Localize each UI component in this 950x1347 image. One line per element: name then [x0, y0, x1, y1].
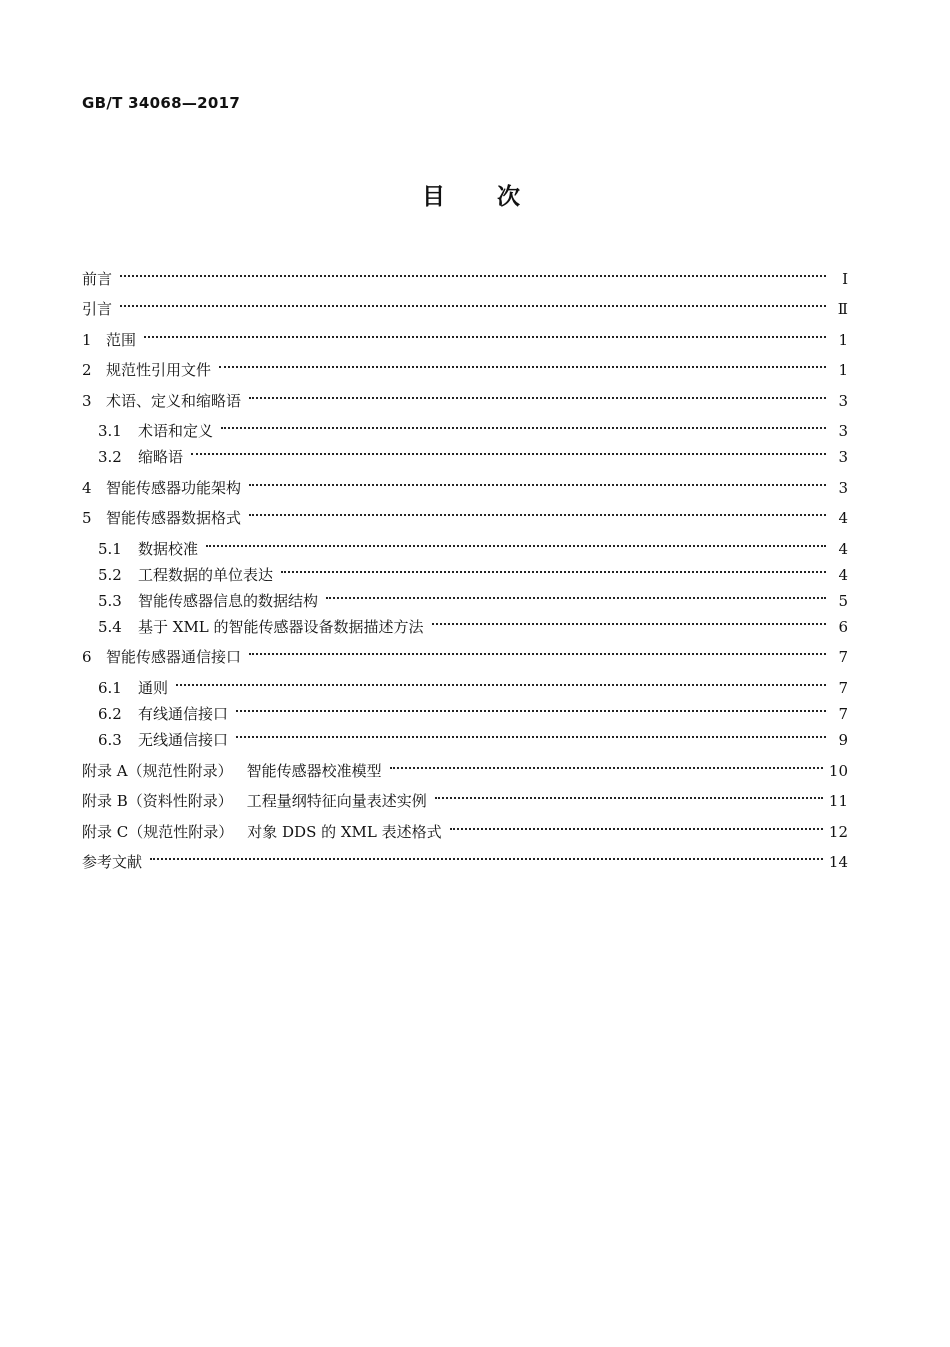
toc-entry-label: 智能传感器功能架构 [106, 479, 242, 497]
toc-entry-label: 规范性引用文件 [106, 361, 212, 379]
toc-page-number: Ⅱ [837, 300, 848, 318]
toc-leader-dots [150, 845, 823, 867]
toc-leader-dots [219, 353, 826, 375]
toc-entry-5-2[interactable] [98, 558, 848, 584]
toc-entry-5-4[interactable] [98, 610, 848, 636]
toc-entry-appendix-b[interactable] [82, 784, 848, 810]
toc-entry-3-1[interactable] [98, 414, 848, 440]
toc-entry-label: 智能传感器数据格式 [106, 509, 242, 527]
toc-entry-label: 有线通信接口 [138, 705, 229, 723]
toc-entry-number: 5 [82, 509, 92, 527]
toc-entry-appendix-c[interactable] [82, 815, 848, 841]
toc-entry-label: 智能传感器校准模型 [246, 762, 382, 780]
toc-entry-number: 6.3 [98, 731, 122, 749]
toc-leader-dots [120, 292, 826, 314]
toc-leader-dots [435, 784, 823, 806]
toc-page-number: Ⅰ [842, 270, 848, 288]
toc-page-number: 1 [838, 361, 848, 379]
toc-page-number: 7 [838, 705, 848, 723]
toc-page-number: 9 [838, 731, 848, 749]
toc-entry-number: 4 [82, 479, 92, 497]
toc-page-number: 5 [838, 592, 848, 610]
toc-page-number: 4 [838, 566, 848, 584]
toc-entry-label: 无线通信接口 [138, 731, 229, 749]
toc-entry-number: 附录 B（资料性附录） [82, 792, 233, 810]
toc-leader-dots [144, 323, 826, 345]
toc-entry-number: 附录 A（规范性附录） [82, 762, 233, 780]
toc-entry-6-3[interactable] [98, 723, 848, 749]
toc-title: 目次 [422, 184, 572, 210]
toc-page-number: 7 [838, 648, 848, 666]
toc-leader-dots [249, 471, 826, 493]
toc-leader-dots [281, 558, 826, 580]
toc-entry-number: 5.3 [98, 592, 122, 610]
toc-entry-label: 工程数据的单位表达 [138, 566, 274, 584]
toc-leader-dots [176, 671, 826, 693]
toc-page-number: 10 [828, 762, 848, 780]
toc-leader-dots [236, 723, 826, 745]
toc-entry-number: 6.2 [98, 705, 122, 723]
toc-leader-dots [221, 414, 826, 436]
toc-page-number: 4 [838, 509, 848, 527]
toc-entry-4[interactable] [82, 471, 848, 497]
toc-entry-label: 智能传感器通信接口 [106, 648, 242, 666]
toc-entry-foreword[interactable] [82, 262, 848, 288]
toc-page-number: 3 [838, 479, 848, 497]
toc-leader-dots [191, 440, 826, 462]
toc-leader-dots [249, 640, 826, 662]
toc-entry-5-3[interactable] [98, 584, 848, 610]
toc-entry-3[interactable] [82, 384, 848, 410]
toc-entry-label: 对象 DDS 的 XML 表述格式 [247, 823, 442, 841]
standard-code: GB/T 34068—2017 [82, 94, 241, 112]
toc-entry-number: 附录 C（规范性附录） [82, 823, 234, 841]
toc-entry-5-1[interactable] [98, 532, 848, 558]
toc-entry-label: 术语和定义 [138, 422, 214, 440]
toc-entry-1[interactable] [82, 323, 848, 349]
toc-entry-label: 数据校准 [138, 540, 199, 558]
toc-entry-appendix-a[interactable] [82, 754, 848, 780]
toc-entry-number: 3.2 [98, 448, 122, 466]
toc-entry-label: 基于 XML 的智能传感器设备数据描述方法 [138, 618, 424, 636]
toc-entry-6[interactable] [82, 640, 848, 666]
toc-page-number: 3 [838, 448, 848, 466]
toc-entry-5[interactable] [82, 501, 848, 527]
toc-entry-label: 智能传感器信息的数据结构 [138, 592, 319, 610]
toc-entry-number: 2 [82, 361, 92, 379]
toc-leader-dots [206, 532, 826, 554]
toc-leader-dots [450, 815, 823, 837]
toc-entry-number: 5.2 [98, 566, 122, 584]
toc-entry-number: 3.1 [98, 422, 122, 440]
toc-page-number: 6 [838, 618, 848, 636]
toc-entry-number: 5.1 [98, 540, 122, 558]
toc-page-number: 7 [838, 679, 848, 697]
toc-leader-dots [326, 584, 826, 606]
toc-entry-number: 5.4 [98, 618, 122, 636]
toc-page-number: 3 [838, 422, 848, 440]
toc-page-number: 4 [838, 540, 848, 558]
toc-leader-dots [249, 384, 826, 406]
toc-page-number: 11 [828, 792, 848, 810]
toc-entry-label: 工程量纲特征向量表述实例 [246, 792, 427, 810]
toc-entry-label: 参考文献 [82, 853, 143, 871]
toc-entry-references[interactable] [82, 845, 848, 871]
toc-entry-label: 术语、定义和缩略语 [106, 392, 242, 410]
toc-entry-number: 6.1 [98, 679, 122, 697]
toc-entry-introduction[interactable] [82, 292, 848, 318]
toc-page-number: 12 [828, 823, 848, 841]
toc-entry-label: 前言 [82, 270, 113, 288]
toc-entry-3-2[interactable] [98, 440, 848, 466]
toc-page-number: 1 [838, 331, 848, 349]
toc-entry-label: 范围 [106, 331, 137, 349]
toc-entry-number: 3 [82, 392, 92, 410]
toc-entry-number: 1 [82, 331, 92, 349]
toc-leader-dots [390, 754, 823, 776]
toc-entry-label: 通则 [138, 679, 169, 697]
toc-page-number: 3 [838, 392, 848, 410]
toc-leader-dots [236, 697, 826, 719]
toc-entry-number: 6 [82, 648, 92, 666]
toc-page-number: 14 [828, 853, 848, 871]
toc-leader-dots [249, 501, 826, 523]
toc-leader-dots [120, 262, 826, 284]
toc-leader-dots [432, 610, 826, 632]
toc-entry-label: 缩略语 [138, 448, 184, 466]
toc-entry-6-1[interactable] [98, 671, 848, 697]
toc-entry-label: 引言 [82, 300, 113, 318]
toc-entry-6-2[interactable] [98, 697, 848, 723]
toc-entry-2[interactable] [82, 353, 848, 379]
